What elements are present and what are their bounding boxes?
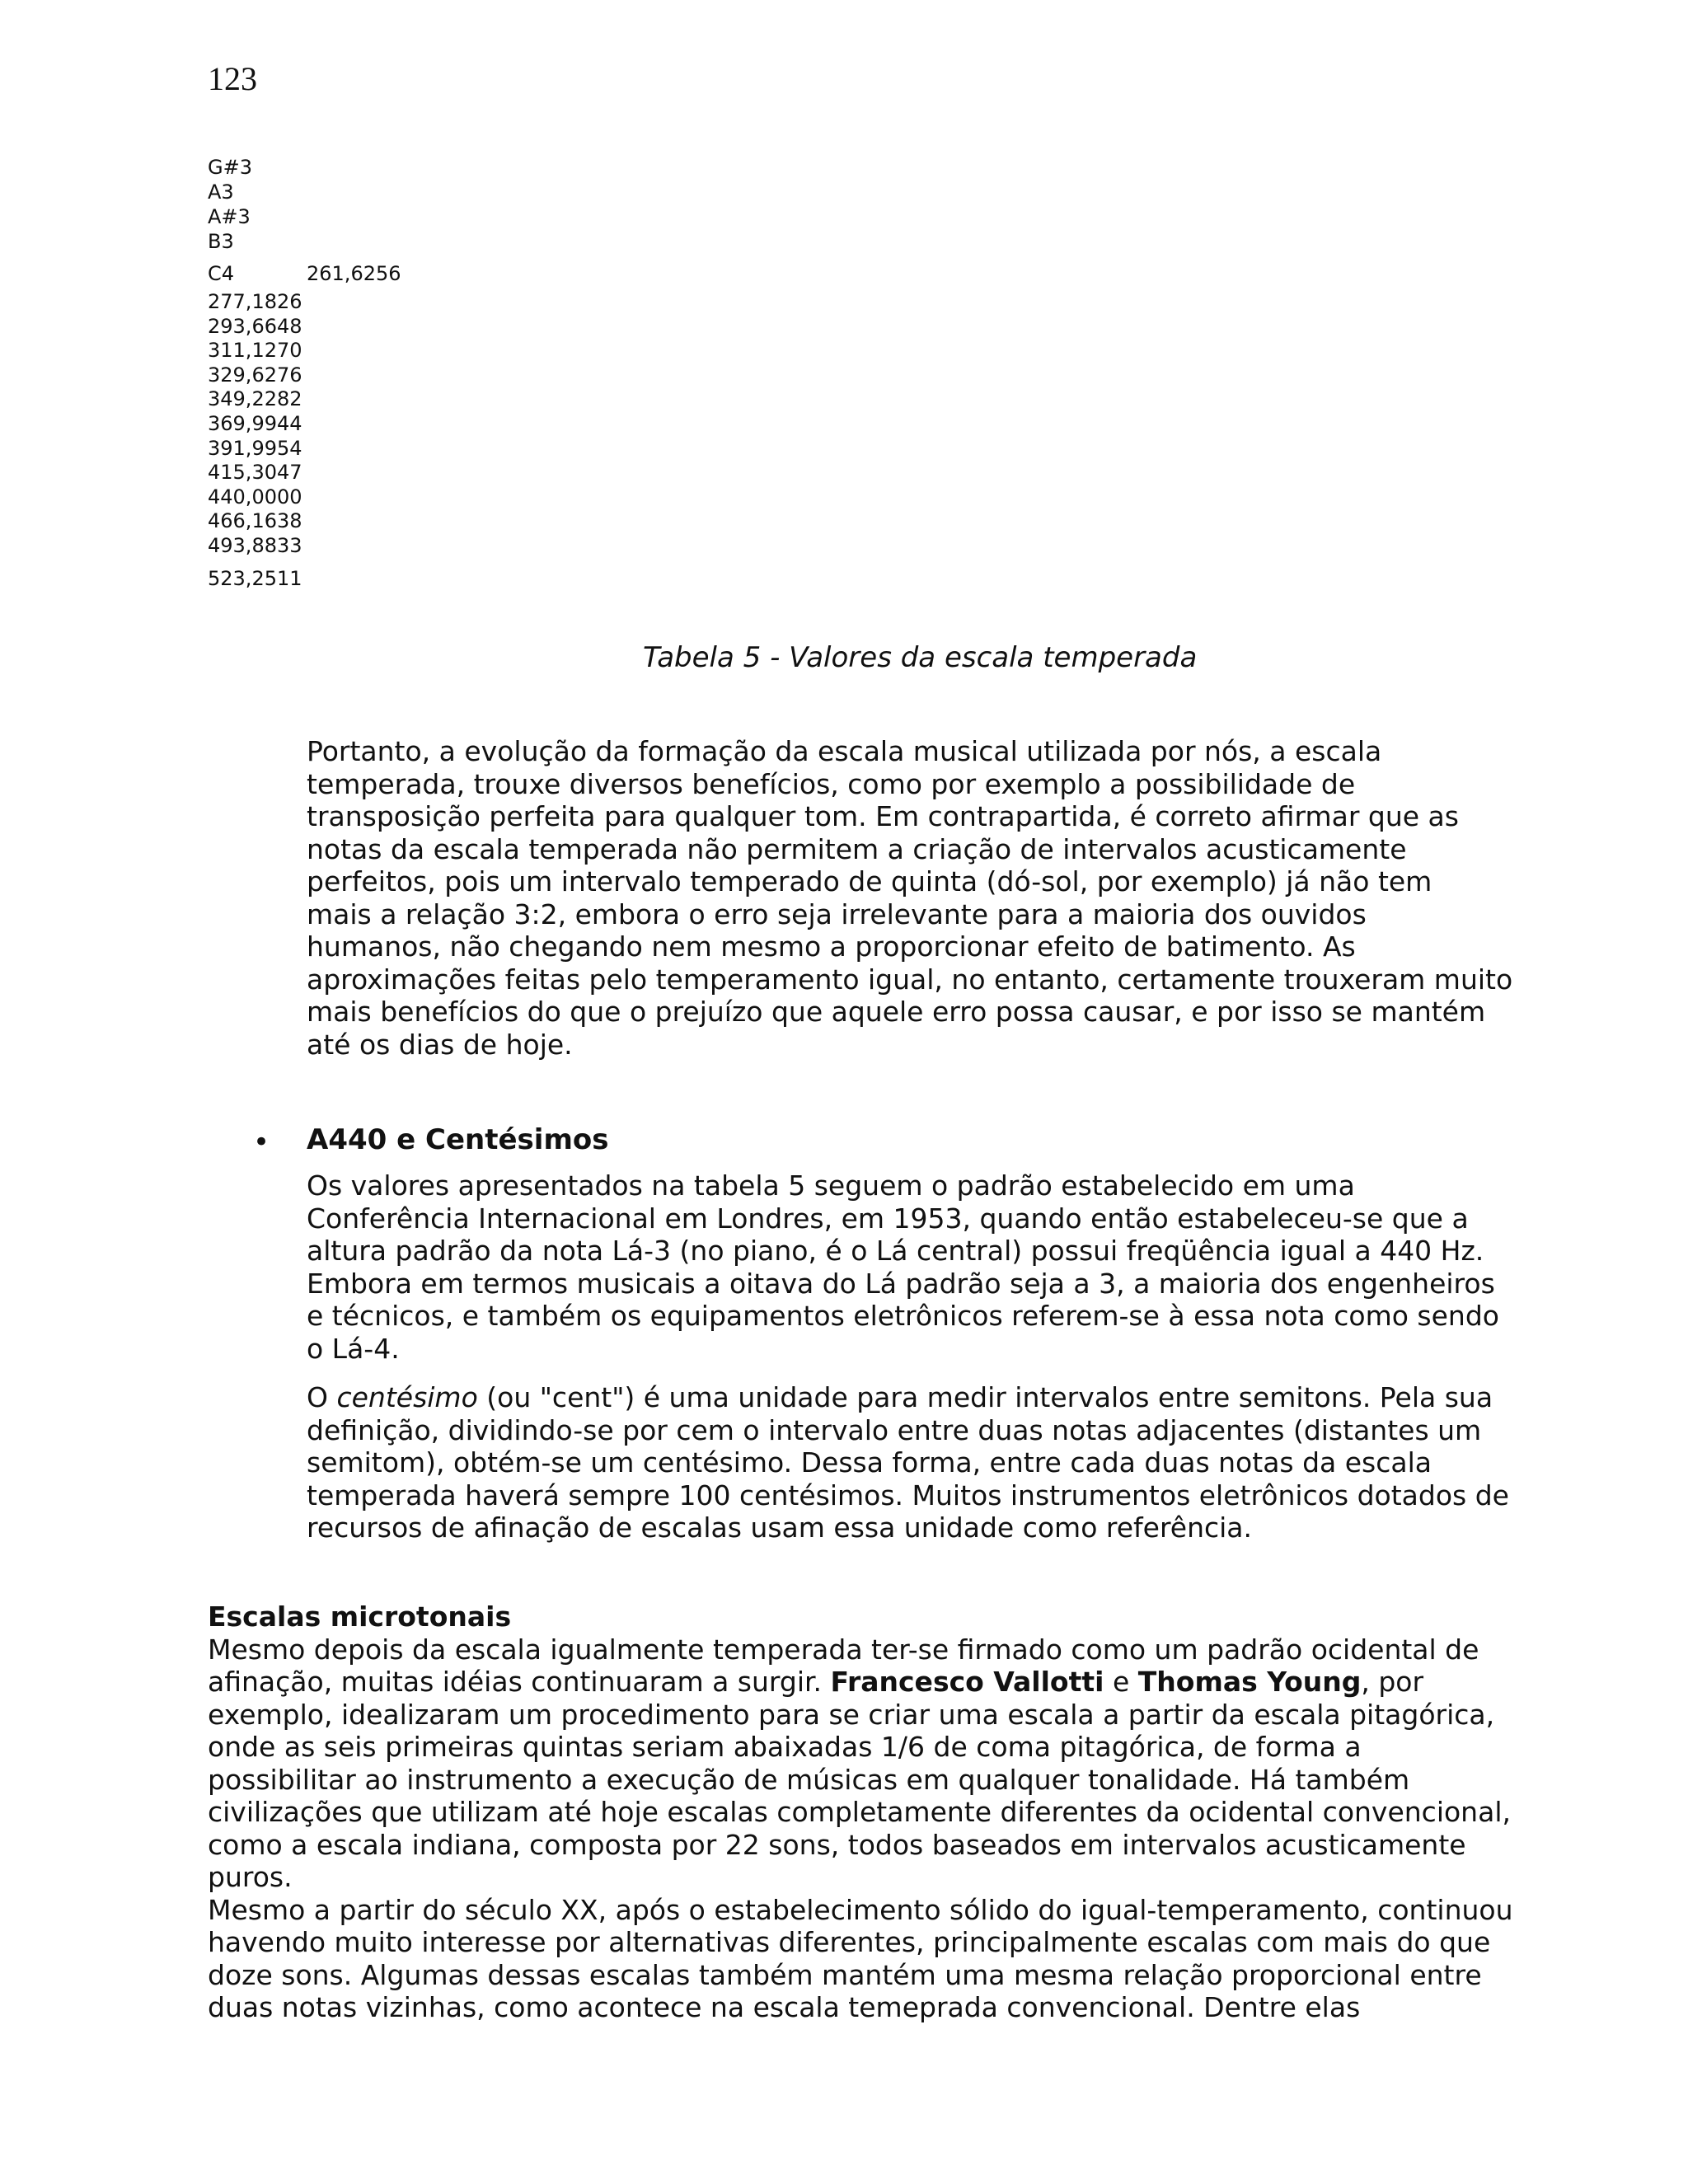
frequency-value: 415,3047	[208, 461, 302, 485]
paragraph-a440	[307, 1169, 1543, 1365]
frequency-value: 493,8833	[208, 533, 302, 557]
text-line: onde as seis primeiras quintas seriam abaixadas 1/6 de coma pitagórica, de forma a	[208, 1731, 1362, 1763]
text-line	[307, 1381, 1543, 1414]
text-line: Embora em termos musicais a oitava do Lá padrão seja a 3, a maioria dos engenheiros	[307, 1267, 1495, 1300]
text-line: e técnicos, e também os equipamentos eletrônicos referem-se à essa nota como sendo	[307, 1300, 1499, 1332]
text-line: notas da escala temperada não permitem a criação de intervalos acusticamente	[307, 832, 1407, 865]
text-line: perfeitos, pois um intervalo temperado de quinta (dó-sol, por exemplo) já não tem	[307, 865, 1432, 898]
text-line: possibilitar ao instrumento a execução de músicas em qualquer tonalidade. Há também	[208, 1763, 1410, 1796]
frequency-value: 261,6256	[307, 262, 401, 285]
text-line: humanos, não chegando nem mesmo a proporcionar efeito de batimento. As	[307, 930, 1356, 963]
text-run: (ou "cent") é uma unidade para medir intervalos entre semitons. Pela sua	[477, 1381, 1493, 1413]
note-name: A#3	[208, 205, 251, 228]
text-line: Portanto, a evolução da formação da escala musical utilizada por nós, a escala	[307, 735, 1382, 767]
text-line: transposição perfeita para qualquer tom. Em contrapartida, é correto afirmar que as	[307, 800, 1459, 832]
frequency-value: 466,1638	[208, 509, 302, 533]
text-line: altura padrão da nota Lá-3 (no piano, é o Lá central) possui freqüência igual a 440 Hz.	[307, 1235, 1484, 1267]
text-line: Mesmo a partir do século XX, após o estabelecimento sólido do igual-temperamento, continuou	[208, 1893, 1513, 1926]
person-name: Francesco Vallotti	[830, 1666, 1104, 1698]
text-line: Mesmo depois da escala igualmente temperada ter-se firmado como um padrão ocidental de	[208, 1633, 1479, 1666]
text-line: doze sons. Algumas dessas escalas também mantém uma mesma relação proporcional entre	[208, 1958, 1482, 1991]
text-run: O	[307, 1381, 337, 1413]
note-name: B3	[208, 230, 234, 253]
text-line: como a escala indiana, composta por 22 sons, todos baseados em intervalos acusticamente	[208, 1828, 1466, 1861]
frequency-value: 329,6276	[208, 363, 302, 387]
note-name: A3	[208, 180, 234, 204]
table-caption: Tabela 5 - Valores da escala temperada	[643, 641, 1198, 674]
person-name: Thomas Young	[1137, 1666, 1362, 1698]
text-run: , por	[1361, 1666, 1424, 1698]
note-name: C4	[208, 262, 235, 285]
bullet-heading: A440 e Centésimos	[307, 1123, 609, 1156]
frequency-value: 311,1270	[208, 339, 302, 363]
frequency-value: 277,1826	[208, 290, 302, 313]
text-line	[208, 1666, 1543, 1699]
c4-row	[208, 261, 401, 286]
frequency-value: 391,9954	[208, 436, 302, 460]
frequency-value: 369,9944	[208, 411, 302, 435]
note-name-list	[208, 155, 252, 254]
page-number: 123	[208, 60, 257, 97]
text-line: civilizações que utilizam até hoje escalas completamente diferentes da ocidental convencional,	[208, 1796, 1511, 1828]
text-line: duas notas vizinhas, como acontece na escala temeprada convencional. Dentre elas	[208, 1991, 1361, 2023]
section-microtonal	[208, 1601, 1543, 2024]
text-line: mais a relação 3:2, embora o erro seja irrelevante para a maioria dos ouvidos	[307, 898, 1367, 930]
section-heading: Escalas microtonais	[208, 1601, 512, 1633]
text-line: temperada haverá sempre 100 centésimos. Muitos instrumentos eletrônicos dotados de	[307, 1479, 1509, 1511]
frequency-value: 349,2282	[208, 387, 302, 411]
text-line: exemplo, idealizaram um procedimento para se criar uma escala a partir da escala pitagórica,	[208, 1698, 1495, 1731]
text-line: semitom), obtém-se um centésimo. Dessa forma, entre cada duas notas da escala	[307, 1446, 1432, 1479]
paragraph-conclusion	[307, 735, 1543, 1061]
text-line: havendo muito interesse por alternativas diferentes, principalmente escalas com mais do que	[208, 1926, 1491, 1958]
emphasis-term: centésimo	[336, 1381, 478, 1413]
text-line: Conferência Internacional em Londres, em 1953, quando então estabeleceu-se que a	[307, 1202, 1469, 1235]
text-run: afinação, muitas idéias continuaram a surgir.	[208, 1666, 831, 1698]
text-line: Os valores apresentados na tabela 5 seguem o padrão estabelecido em uma	[307, 1169, 1355, 1202]
text-line: mais benefícios do que o prejuízo que aquele erro possa causar, e por isso se mantém	[307, 996, 1486, 1028]
note-name: G#3	[208, 156, 252, 179]
text-run: e	[1104, 1666, 1138, 1698]
text-line: puros.	[208, 1861, 293, 1893]
text-line: até os dias de hoje.	[307, 1028, 573, 1061]
bullet-icon: •	[253, 1126, 270, 1159]
frequency-list	[208, 290, 302, 559]
text-line: temperada, trouxe diversos benefícios, como por exemplo a possibilidade de	[307, 767, 1356, 800]
paragraph-cent	[307, 1381, 1543, 1544]
text-line: aproximações feitas pelo temperamento igual, no entanto, certamente trouxeram muito	[307, 963, 1513, 996]
text-line: definição, dividindo-se por cem o intervalo entre duas notas adjacentes (distantes um	[307, 1413, 1482, 1446]
text-line: recursos de afinação de escalas usam essa unidade como referência.	[307, 1511, 1253, 1544]
frequency-value: 523,2511	[208, 567, 302, 590]
frequency-value: 440,0000	[208, 485, 302, 509]
text-line: o Lá-4.	[307, 1332, 400, 1365]
frequency-value: 293,6648	[208, 314, 302, 338]
